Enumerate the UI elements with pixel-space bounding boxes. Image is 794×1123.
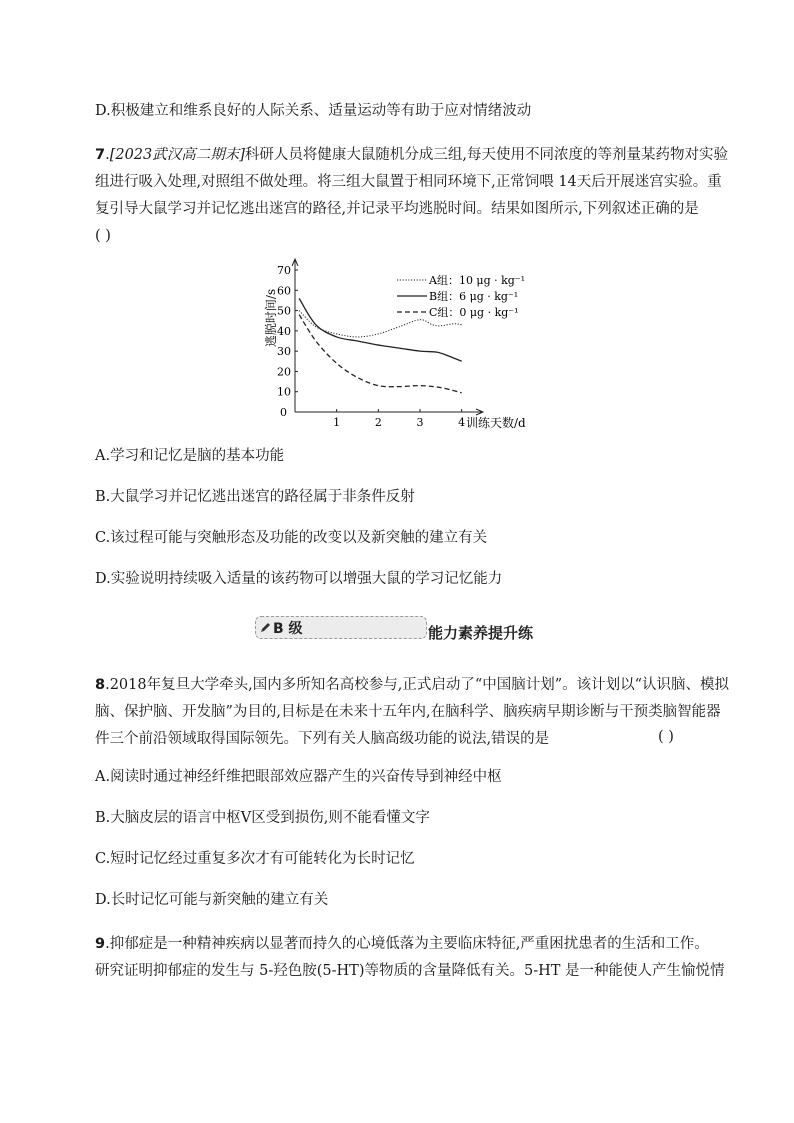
legend-label: C组：0 μg · kg⁻¹ [429,306,519,319]
chart-y-axis-label: 逃脱时间/s [264,288,278,348]
chart-legend [397,274,525,319]
q7-source: .[2023武汉高二期末] [105,147,245,163]
q7-stem-text1: 科研人员将健康大鼠随机分成三组,每天使用不同浓度的等剂量某药物对实验 [244,147,729,163]
y-tick-label: 70 [277,264,291,277]
chart-x-axis [295,409,526,430]
q8-stem-line2: 脑、保护脑、开发脑”为目的,目标是在未来十五年内,在脑科学、脑疾病早期诊断与干预类脑智能器 [95,704,721,720]
q8-stem-line1 [95,675,729,695]
escape-time-chart [255,256,545,431]
q6-option-d: D.积极建立和维系良好的人际关系、适量运动等有助于应对情绪波动 [95,103,532,119]
y-tick-label: 20 [277,365,291,379]
y-tick-label: 10 [277,385,291,399]
origin-label: 0 [280,406,287,419]
y-tick-label: 50 [277,304,291,318]
q8-number: 8 [95,677,106,693]
q8-option-c: C.短时记忆经过重复多次才有可能转化为长时记忆 [95,851,415,867]
section-title: 能力素养提升练 [428,624,534,642]
q7-stem-line1 [95,145,728,165]
pencil-icon [260,621,272,633]
q8-stem-line3: 件三个前沿领域取得国际领先。下列有关人脑高级功能的说法,错误的是 [95,731,550,747]
q9-number: 9 [95,936,106,952]
q8-option-d: D.长时记忆可能与新突触的建立有关 [95,892,329,908]
q7-option-d: D.实验说明持续吸入适量的该药物可以增强大鼠的学习记忆能力 [95,571,503,587]
q7-option-a: A.学习和记忆是脑的基本功能 [95,448,285,464]
q9-stem-line1 [95,934,709,954]
q7-number: 7 [95,147,106,163]
q8-option-a: A.阅读时通过神经纤维把眼部效应器产生的兴奋传导到神经中枢 [95,769,502,785]
x-tick-label: 3 [416,416,424,429]
q8-option-b: B.大脑皮层的语言中枢Ⅴ区受到损伤,则不能看懂文字 [95,810,430,826]
y-tick-label: 30 [277,345,291,359]
q7-option-b: B.大鼠学习并记忆逃出迷宫的路径属于非条件反射 [95,489,415,505]
q9-stem-line2: 研究证明抑郁症的发生与 5-羟色胺(5-HT)等物质的含量降低有关。5-HT 是一种能使人产生愉悦情 [95,963,725,979]
q8-answer-paren: ( ) [658,729,674,745]
y-tick-label: 40 [277,324,291,338]
q7-option-c: C.该过程可能与突触形态及功能的改变以及新突触的建立有关 [95,530,488,546]
legend-label: A组：10 μg · kg⁻¹ [429,274,526,287]
q7-answer-paren: ( ) [95,228,111,244]
chart-y-axis [277,259,298,419]
q9-stem-text1: .抑郁症是一种精神疾病以显著而持久的心境低落为主要临床特征,严重困扰患者的生活和工作。 [105,936,709,952]
q8-stem-text1: .2018年复旦大学牵头,国内多所知名高校参与,正式启动了“中国脑计划”。该计划以“认识脑、模拟 [105,677,730,693]
section-level-banner [255,616,427,639]
q7-stem-line3: 复引导大鼠学习并记忆逃出迷宫的路径,并记录平均逃脱时间。结果如图所示,下列叙述正确的是 [95,201,699,217]
q7-stem-line2: 组进行吸入处理,对照组不做处理。将三组大鼠置于相同环境下,正常饲喂 14天后开展迷宫实验。重 [95,174,722,190]
y-tick-label: 60 [277,284,291,298]
chart-x-axis-label: 训练天数/d [466,416,526,430]
x-tick-label: 1 [333,416,341,429]
x-tick-label: 2 [374,416,382,429]
section-level-label: B 级 [273,621,303,637]
series-line-3 [299,315,462,393]
x-tick-label: 4 [458,416,466,429]
legend-label: B组：6 μg · kg⁻¹ [429,290,519,303]
